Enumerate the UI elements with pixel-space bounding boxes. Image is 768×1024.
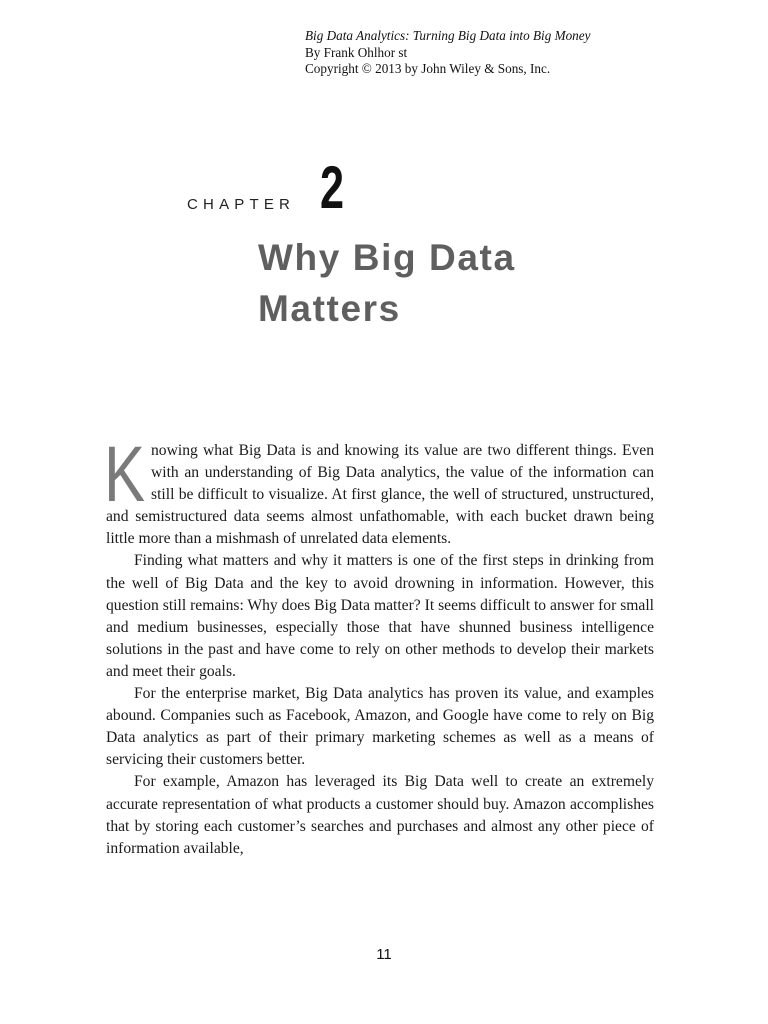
- chapter-title-line-2: Matters: [258, 288, 401, 329]
- paragraph-1: [104, 429, 654, 550]
- body-text: [104, 429, 654, 860]
- drop-cap: K: [104, 429, 146, 518]
- paragraph-4: For example, Amazon has leveraged its Big Data well to create an extremely accurate representation of what products a customer should buy. Amazon accomplishes that by storing each customer’s searches and purchases and almost any other piece of information available,: [106, 773, 654, 857]
- author-line: By Frank Ohlhor st: [305, 44, 408, 60]
- chapter-label: CHAPTER: [187, 196, 296, 213]
- running-header: [305, 28, 590, 78]
- paragraph-1-text: nowing what Big Data is and knowing its value are two different things. Even with an understanding of Big Data analytics, the value of the information can still be difficult to visualize. At first glance, the well of structured, unstructured, and semistructured data seems almost unfathomable, with each bucket drawn being little more than a mishmash of unrelated data elements.: [106, 442, 654, 548]
- chapter-number: 2: [320, 154, 345, 221]
- paragraph-3: For the enterprise market, Big Data analytics has proven its value, and examples abound. Companies such as Facebook, Amazon, and Google have come to rely on Big Data analytics as part of their primary marketing schemes as well as a means of servicing their customers better.: [106, 685, 654, 769]
- book-title: Big Data Analytics: Turning Big Data into Big Money: [305, 28, 591, 43]
- chapter-title-line-1: Why Big Data: [258, 237, 516, 278]
- page-number: 11: [376, 946, 392, 963]
- paragraph-2: Finding what matters and why it matters is one of the first steps in drinking from the well of Big Data and the key to avoid drowning in information. However, this question still remains: Why does Big Data matter? It seems difficult to answer for small and medium businesses, especially those that have shunned business intelligence solutions in the past and have come to rely on other methods to develop their markets and meet their goals.: [106, 552, 654, 680]
- chapter-title: [258, 232, 678, 334]
- copyright-line: Copyright © 2013 by John Wiley & Sons, Inc.: [305, 61, 551, 76]
